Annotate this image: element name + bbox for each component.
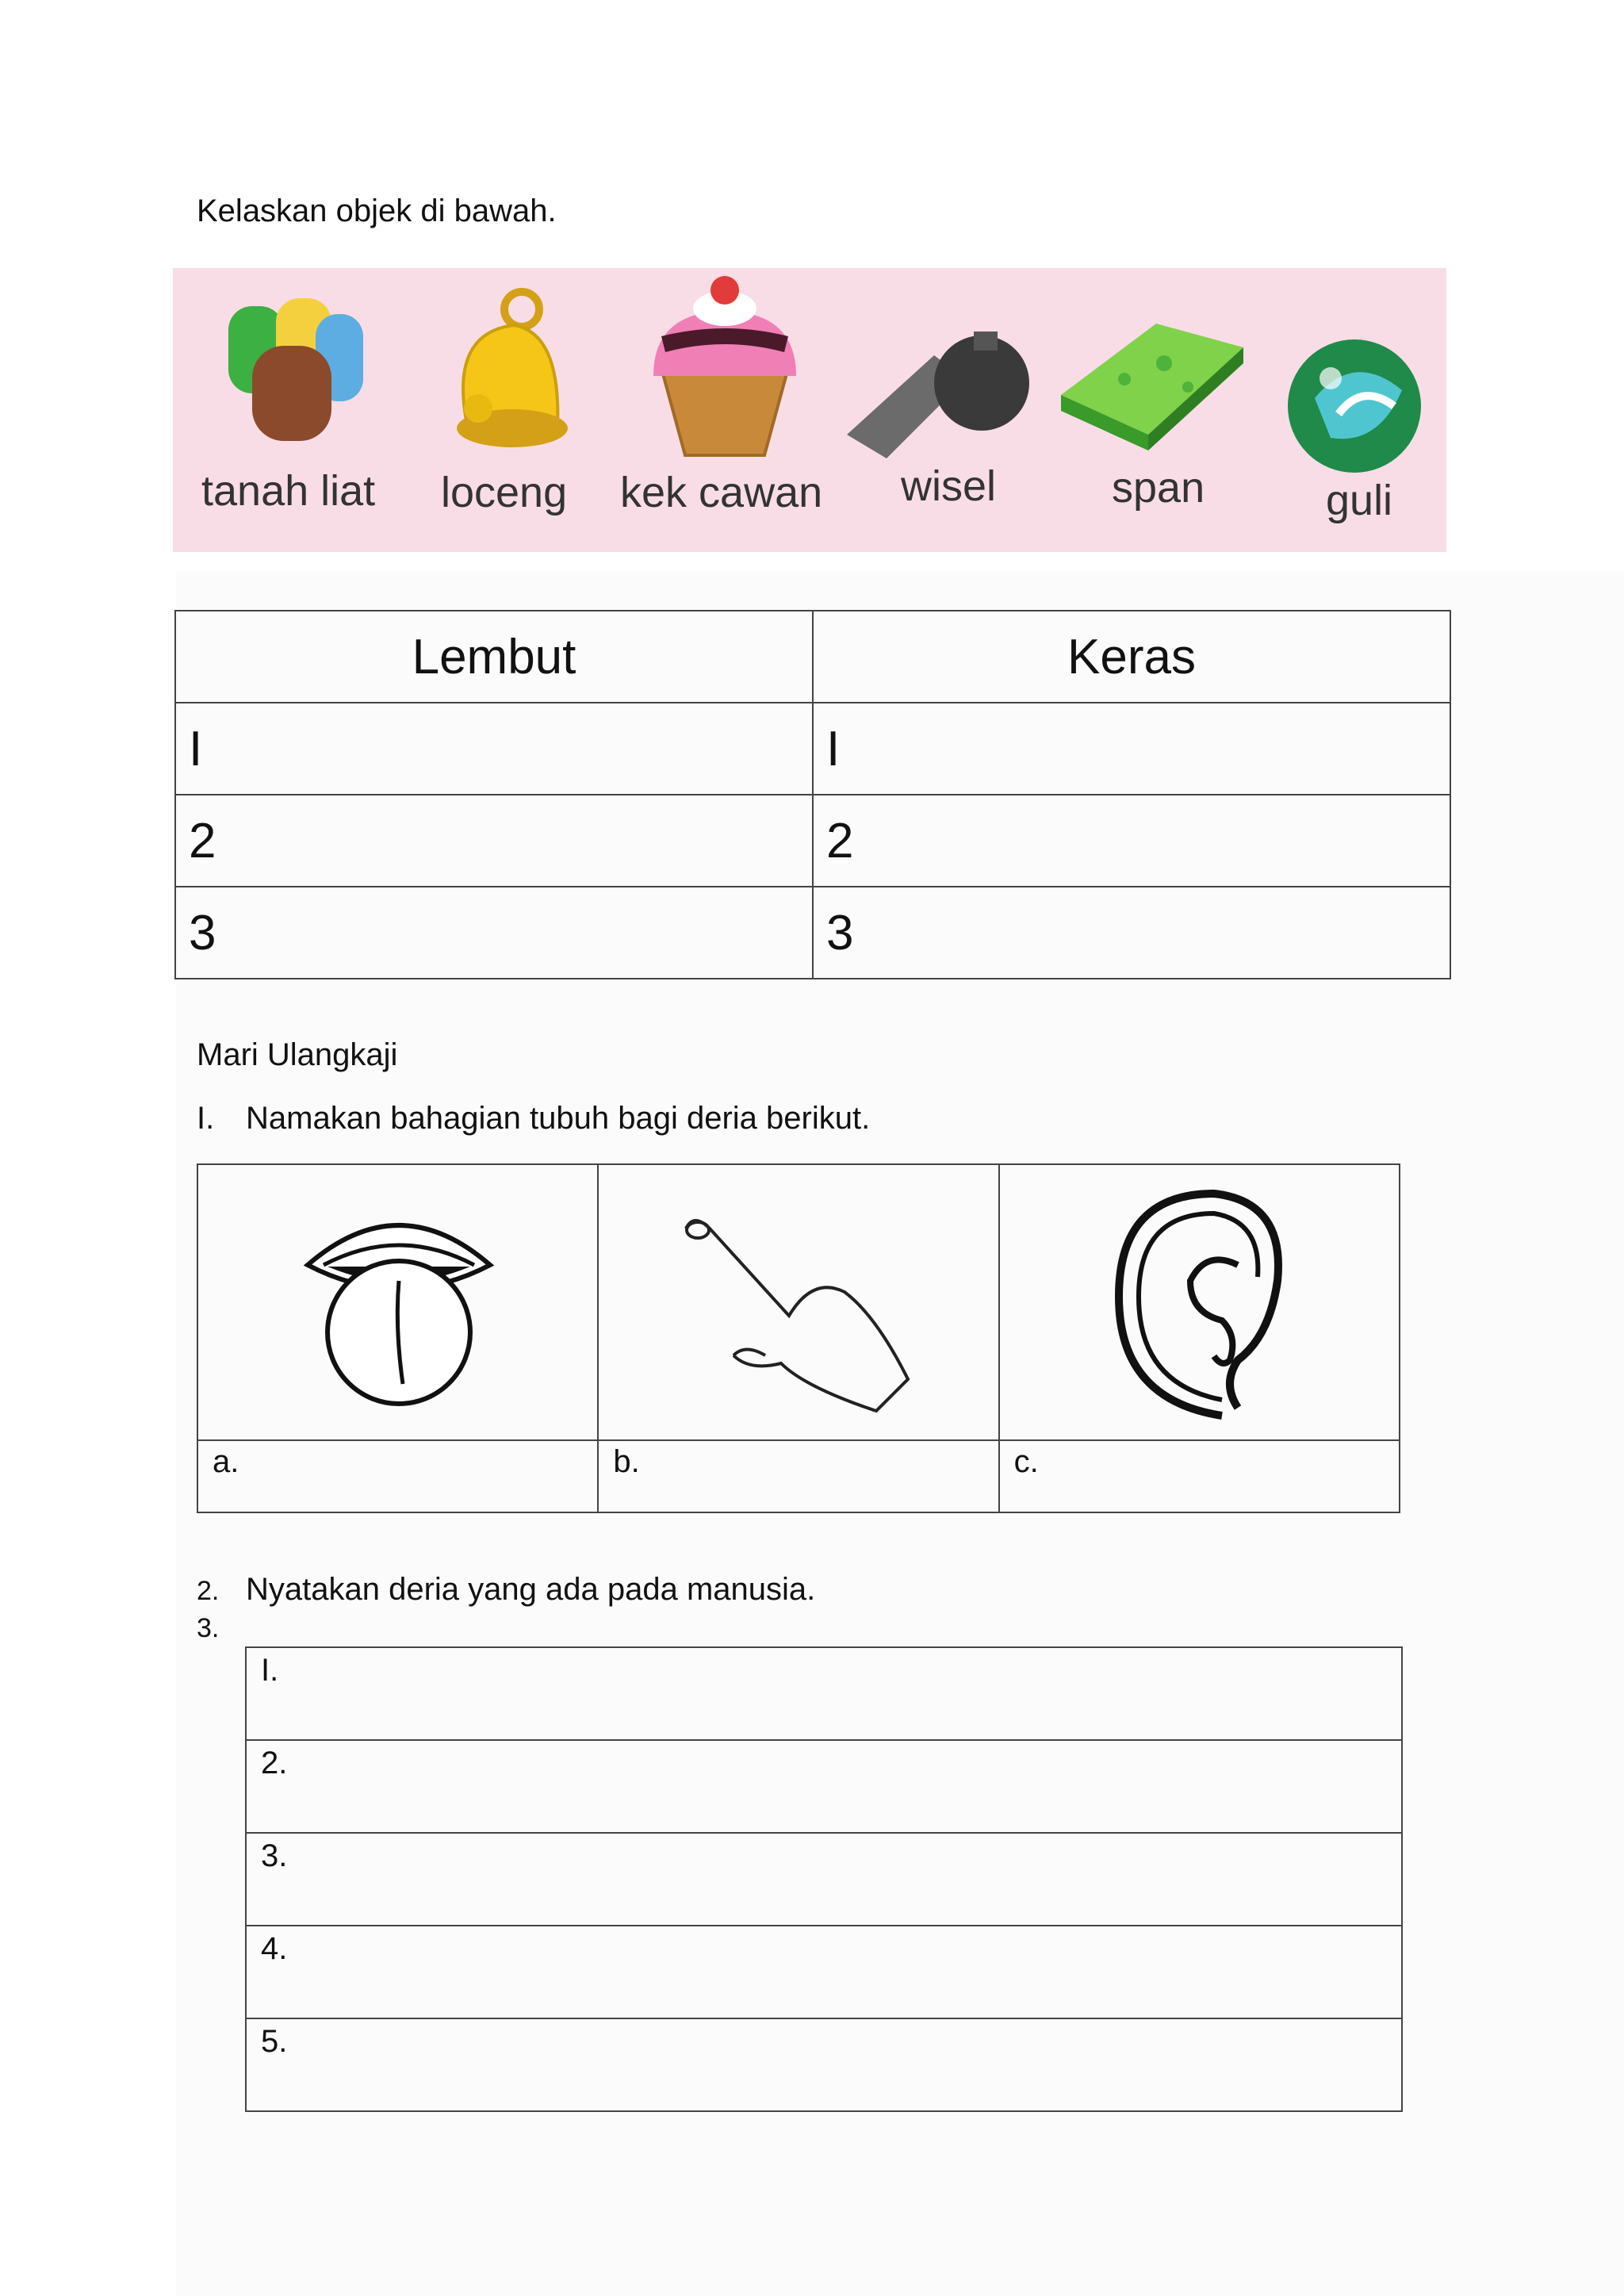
table-row [246,2018,1402,2111]
cupcake-icon [638,273,812,463]
table-row [246,1740,1402,1833]
table-row [175,703,1450,795]
header-lembut: Lembut [175,611,813,703]
keras-cell[interactable]: I [813,703,1450,795]
keras-cell[interactable]: 2 [813,795,1450,887]
senses-list-table [245,1646,1403,2112]
lembut-cell[interactable]: 2 [175,795,813,887]
table-row [246,1647,1402,1740]
object-label: guli [1326,477,1393,524]
table-row [246,1833,1402,1926]
keras-cell[interactable]: 3 [813,887,1450,979]
section-title: Mari Ulangkaji [197,1037,398,1072]
q1-text: Namakan bahagian tubuh bagi deria berikut. [246,1101,871,1136]
table-row [175,795,1450,887]
senses-table [197,1163,1400,1513]
q2-extra-number: 3. [197,1613,220,1643]
clay-icon [205,290,371,449]
sense-line[interactable]: 5. [246,2018,1402,2111]
ear-cell [999,1164,1400,1440]
ear-icon [1103,1178,1293,1432]
table-row [175,887,1450,979]
instruction-text: Kelaskan objek di bawah. [197,194,557,228]
tongue-cell [197,1164,598,1440]
lembut-cell[interactable]: I [175,703,813,795]
object-label: kek cawan [620,469,823,516]
q1-number: I. [197,1101,215,1136]
object-label: loceng [441,469,568,516]
finger-icon [670,1205,940,1427]
q2-number: 2. [197,1576,220,1606]
object-label: tanah liat [201,467,376,515]
finger-cell [598,1164,998,1440]
object-label: span [1112,464,1205,512]
object-label: wisel [901,462,997,510]
answer-b[interactable]: b. [598,1440,998,1512]
objects-banner [173,268,1446,552]
marble-icon [1283,335,1426,477]
header-keras: Keras [813,611,1450,703]
classify-table [174,610,1451,979]
sense-line[interactable]: 2. [246,1740,1402,1833]
bell-icon [419,286,577,460]
answer-a[interactable]: a. [197,1440,598,1512]
sense-line[interactable]: 4. [246,1926,1402,2018]
answer-c[interactable]: c. [999,1440,1400,1512]
sense-line[interactable]: 3. [246,1833,1402,1926]
tongue-icon [292,1194,506,1408]
lembut-cell[interactable]: 3 [175,887,813,979]
table-row [246,1926,1402,2018]
whistle-icon [839,316,1037,458]
sense-line[interactable]: I. [246,1647,1402,1740]
q2-text: Nyatakan deria yang ada pada manusia. [246,1572,816,1607]
sponge-icon [1053,300,1251,458]
